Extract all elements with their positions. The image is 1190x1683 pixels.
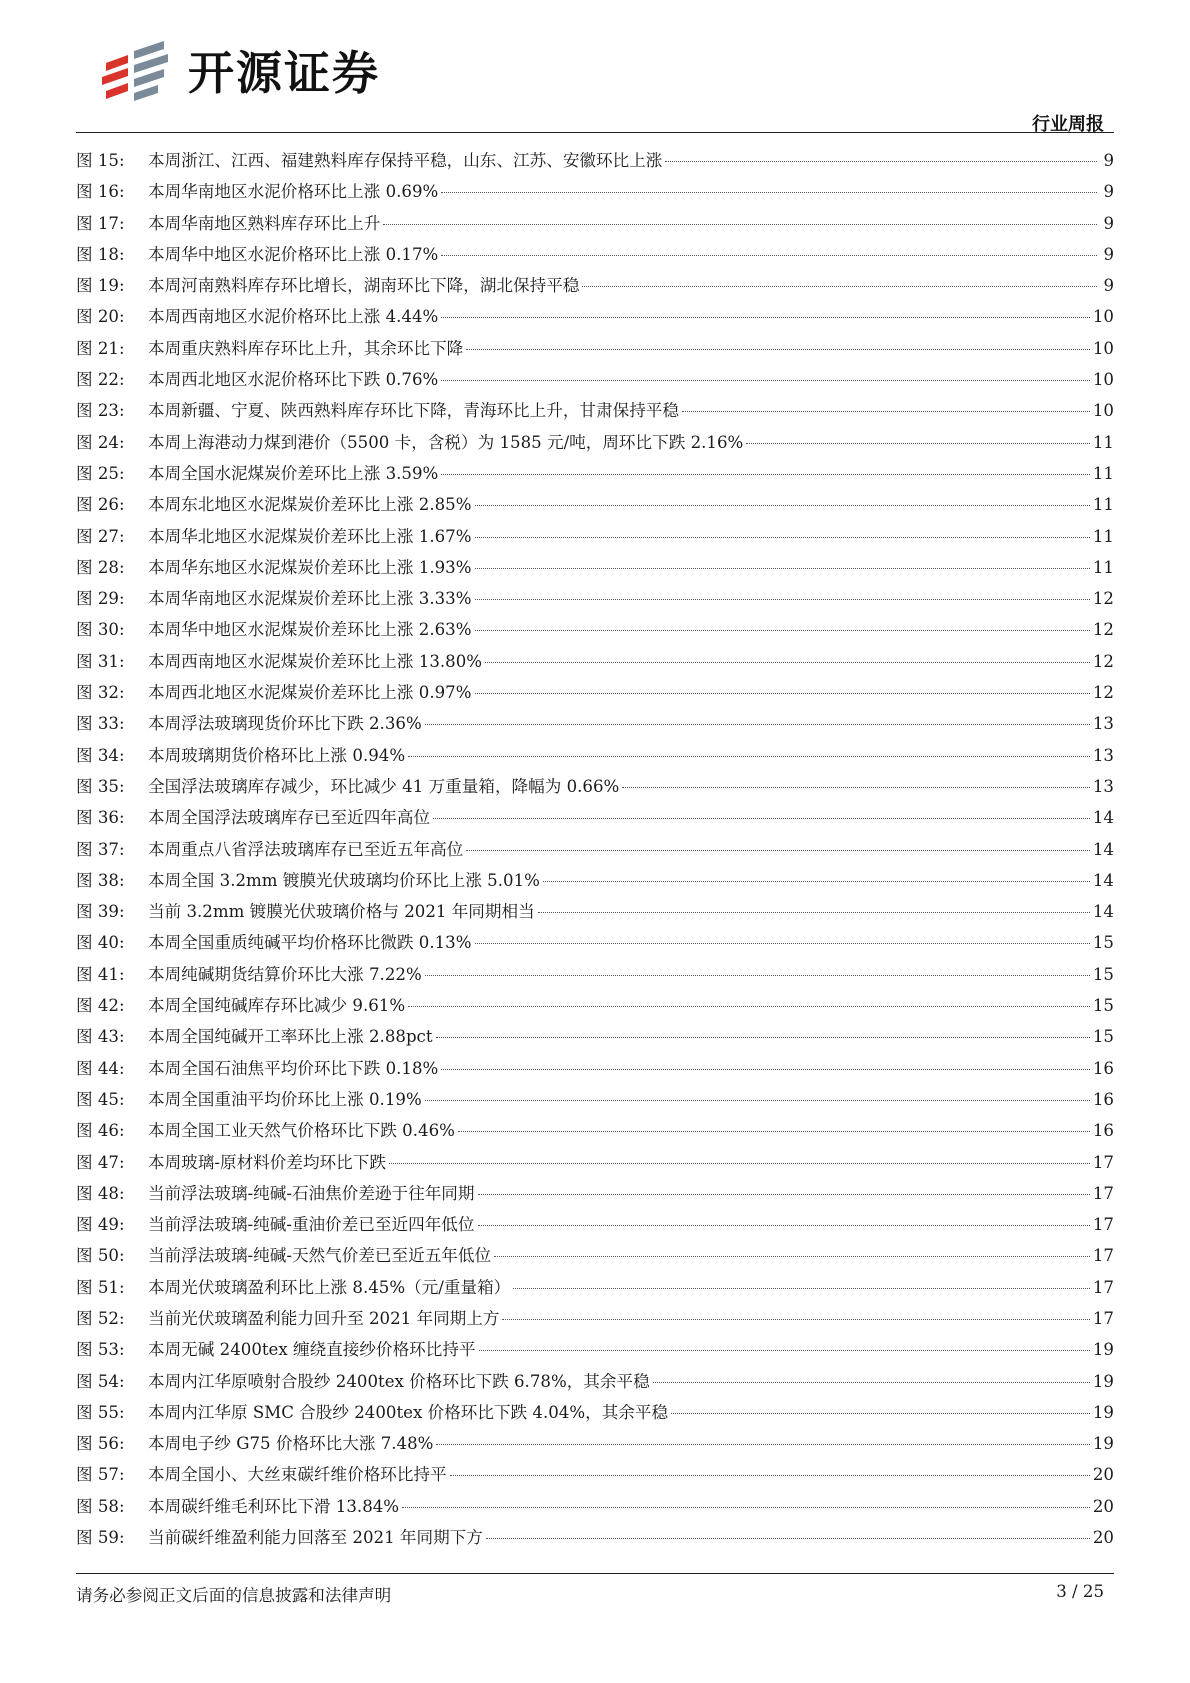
figure-number: 图 37:: [76, 839, 125, 859]
header-divider: [76, 132, 1114, 133]
figure-number: 图 16:: [76, 182, 125, 202]
figure-title: 本周华北地区水泥煤炭价差环比上涨 1.67%: [148, 526, 472, 546]
figure-number: 图 51:: [76, 1277, 125, 1297]
figure-number: 图 24:: [76, 432, 125, 452]
figure-title: 本周全国 3.2mm 镀膜光伏玻璃均价环比上涨 5.01%: [148, 870, 540, 890]
page-reference: 14: [1092, 870, 1114, 890]
figure-title: 本周全国浮法玻璃库存已至近四年高位: [148, 808, 431, 828]
dot-leader: [466, 349, 1090, 350]
figure-number: 图 18:: [76, 244, 125, 264]
page-reference: 11: [1092, 432, 1114, 452]
toc-entry[interactable]: [76, 1149, 1114, 1180]
page-reference: 12: [1092, 620, 1114, 640]
page-reference: 20: [1092, 1465, 1114, 1485]
figure-number: 图 29:: [76, 589, 125, 609]
figure-title: 本周碳纤维毛利环比下滑 13.84%: [148, 1496, 400, 1516]
toc-entry[interactable]: [76, 1461, 1114, 1492]
dot-leader: [479, 1350, 1090, 1351]
dot-leader: [383, 224, 1097, 225]
dot-leader: [538, 912, 1090, 913]
figure-title: 本周河南熟料库存环比增长，湖南环比下降，湖北保持平稳: [148, 276, 580, 296]
page-reference: 14: [1092, 902, 1114, 922]
company-logo: [100, 38, 380, 108]
toc-entry[interactable]: [76, 804, 1114, 835]
toc-entry[interactable]: [76, 1180, 1114, 1211]
dot-leader: [408, 1006, 1090, 1007]
toc-entry[interactable]: [76, 178, 1114, 209]
dot-leader: [389, 1163, 1090, 1164]
page-reference: 9: [1103, 213, 1114, 233]
toc-entry[interactable]: [76, 491, 1114, 522]
page-reference: 15: [1092, 996, 1114, 1016]
toc-entry[interactable]: [76, 210, 1114, 241]
figure-number: 图 46:: [76, 1121, 125, 1141]
toc-entry[interactable]: [76, 1117, 1114, 1148]
figure-number: 图 47:: [76, 1152, 125, 1172]
toc-entry[interactable]: [76, 1524, 1114, 1555]
figure-title: 本周无碱 2400tex 缠绕直接纱价格环比持平: [148, 1340, 476, 1360]
toc-entry[interactable]: [76, 1336, 1114, 1367]
figure-number: 图 17:: [76, 213, 125, 233]
figure-title: 当前碳纤维盈利能力回落至 2021 年同期下方: [148, 1528, 483, 1548]
toc-entry[interactable]: [76, 836, 1114, 867]
figure-title: 本周浮法玻璃现货价环比下跌 2.36%: [148, 714, 422, 734]
dot-leader: [466, 850, 1090, 851]
figure-number: 图 42:: [76, 996, 125, 1016]
toc-entry[interactable]: [76, 1493, 1114, 1524]
dot-leader: [475, 537, 1090, 538]
dot-leader: [665, 161, 1097, 162]
figure-title: 本周华南地区熟料库存环比上升: [148, 213, 381, 233]
figure-number: 图 35:: [76, 776, 125, 796]
figure-title: 本周纯碱期货结算价环比大涨 7.22%: [148, 964, 422, 984]
figure-number: 图 59:: [76, 1528, 125, 1548]
page-reference: 14: [1092, 839, 1114, 859]
figure-title: 本周浙江、江西、福建熟料库存保持平稳，山东、江苏、安徽环比上涨: [148, 151, 663, 170]
figure-title: 本周全国工业天然气价格环比下跌 0.46%: [148, 1121, 455, 1141]
figure-title: 本周全国小、大丝束碳纤维价格环比持平: [148, 1465, 447, 1485]
dot-leader: [475, 630, 1090, 631]
figure-number: 图 50:: [76, 1246, 125, 1266]
figure-title: 本周全国纯碱库存环比减少 9.61%: [148, 996, 406, 1016]
page-reference: 12: [1092, 683, 1114, 703]
figure-number: 图 57:: [76, 1465, 125, 1485]
dot-leader: [622, 787, 1090, 788]
toc-entry[interactable]: [76, 1023, 1114, 1054]
toc-entry[interactable]: [76, 1274, 1114, 1305]
figure-title: 当前 3.2mm 镀膜光伏玻璃价格与 2021 年同期相当: [148, 902, 535, 922]
page-reference: 17: [1092, 1183, 1114, 1203]
figure-number: 图 22:: [76, 370, 125, 390]
toc-entry[interactable]: [76, 1086, 1114, 1117]
document-type-label: 行业周报: [1032, 114, 1104, 135]
dot-leader: [485, 662, 1090, 663]
dot-leader: [441, 380, 1090, 381]
dot-leader: [513, 1288, 1090, 1289]
figure-number: 图 48:: [76, 1183, 125, 1203]
dot-leader: [746, 443, 1090, 444]
page-reference: 16: [1092, 1058, 1114, 1078]
page-reference: 19: [1092, 1340, 1114, 1360]
dot-leader: [653, 1382, 1090, 1383]
figure-title: 本周全国重油平均价环比上涨 0.19%: [148, 1089, 422, 1109]
figure-title: 本周内江华原喷射合股纱 2400tex 价格环比下跌 6.78%，其余平稳: [148, 1371, 650, 1391]
dot-leader: [494, 1256, 1090, 1257]
toc-entry[interactable]: [76, 241, 1114, 272]
toc-entry[interactable]: [76, 585, 1114, 616]
figure-title: 本周华南地区水泥煤炭价差环比上涨 3.33%: [148, 589, 472, 609]
dot-leader: [408, 756, 1090, 757]
figure-title: 本周西南地区水泥价格环比上涨 4.44%: [148, 307, 439, 327]
footer-divider: [76, 1573, 1114, 1574]
dot-leader: [475, 693, 1090, 694]
figure-number: 图 40:: [76, 933, 125, 953]
figure-title: 本周新疆、宁夏、陕西熟料库存环比下降，青海环比上升，甘肃保持平稳: [148, 401, 679, 421]
dot-leader: [441, 474, 1090, 475]
page-reference: 19: [1092, 1402, 1114, 1422]
dot-leader: [425, 724, 1090, 725]
dot-leader: [475, 599, 1090, 600]
page-reference: 13: [1092, 714, 1114, 734]
toc-entry[interactable]: [76, 1211, 1114, 1242]
figure-title: 本周西南地区水泥煤炭价差环比上涨 13.80%: [148, 651, 483, 671]
figure-number: 图 36:: [76, 808, 125, 828]
page-reference: 11: [1092, 526, 1114, 546]
page-number: 3 / 25: [1056, 1582, 1104, 1601]
page-reference: 13: [1092, 745, 1114, 765]
figure-number: 图 49:: [76, 1215, 125, 1235]
page-reference: 17: [1092, 1277, 1114, 1297]
brand-name: 开源证券: [188, 46, 380, 100]
toc-entry[interactable]: [76, 303, 1114, 334]
dot-leader: [582, 286, 1097, 287]
page-reference: 20: [1092, 1528, 1114, 1548]
figure-number: 图 27:: [76, 526, 125, 546]
toc-entry[interactable]: [76, 929, 1114, 960]
figure-number: 图 30:: [76, 620, 125, 640]
dot-leader: [433, 818, 1090, 819]
figure-number: 图 52:: [76, 1308, 125, 1328]
figure-title: 本周内江华原 SMC 合股纱 2400tex 价格环比下跌 4.04%，其余平稳: [148, 1402, 669, 1422]
toc-entry[interactable]: [76, 867, 1114, 898]
dot-leader: [436, 1444, 1089, 1445]
toc-entry[interactable]: [76, 710, 1114, 741]
toc-entry[interactable]: [76, 616, 1114, 647]
dot-leader: [441, 255, 1097, 256]
figure-number: 图 33:: [76, 714, 125, 734]
page-reference: 9: [1103, 244, 1114, 264]
figure-number: 图 41:: [76, 964, 125, 984]
page-reference: 20: [1092, 1496, 1114, 1516]
toc-entry[interactable]: [76, 1305, 1114, 1336]
page-reference: 17: [1092, 1215, 1114, 1235]
figure-number: 图 54:: [76, 1371, 125, 1391]
page-reference: 12: [1092, 651, 1114, 671]
figure-title: 本周重庆熟料库存环比上升，其余环比下降: [148, 338, 464, 358]
page-reference: 11: [1092, 495, 1114, 515]
figure-title: 本周全国石油焦平均价环比下跌 0.18%: [148, 1058, 439, 1078]
figure-title: 当前光伏玻璃盈利能力回升至 2021 年同期上方: [148, 1308, 500, 1328]
figure-number: 图 32:: [76, 683, 125, 703]
dot-leader: [478, 1194, 1090, 1195]
figure-number: 图 38:: [76, 870, 125, 890]
figure-title: 本周上海港动力煤到港价（5500 卡，含税）为 1585 元/吨，周环比下跌 2.16%: [148, 432, 744, 452]
dot-leader: [475, 568, 1090, 569]
toc-entry[interactable]: [76, 429, 1114, 460]
logo-mark-icon: [100, 41, 174, 105]
page-reference: 9: [1103, 182, 1114, 202]
dot-leader: [441, 1069, 1090, 1070]
figure-number: 图 20:: [76, 307, 125, 327]
toc-entry[interactable]: [76, 460, 1114, 491]
page-reference: 9: [1103, 151, 1114, 170]
toc-entry[interactable]: [76, 773, 1114, 804]
toc-entry[interactable]: [76, 147, 1114, 178]
figure-number: 图 15:: [76, 151, 125, 170]
toc-entry[interactable]: [76, 523, 1114, 554]
page-reference: 10: [1092, 307, 1114, 327]
toc-entry[interactable]: [76, 1055, 1114, 1086]
figure-title: 全国浮法玻璃库存减少，环比减少 41 万重量箱，降幅为 0.66%: [148, 776, 620, 796]
toc-entry[interactable]: [76, 992, 1114, 1023]
figure-title: 本周全国水泥煤炭价差环比上涨 3.59%: [148, 463, 439, 483]
figure-title: 本周玻璃期货价格环比上涨 0.94%: [148, 745, 406, 765]
dot-leader: [682, 411, 1090, 412]
figure-number: 图 39:: [76, 902, 125, 922]
figure-number: 图 43:: [76, 1027, 125, 1047]
page-reference: 11: [1092, 463, 1114, 483]
figure-number: 图 55:: [76, 1402, 125, 1422]
figure-title: 本周全国重质纯碱平均价格环比微跌 0.13%: [148, 933, 472, 953]
figure-number: 图 34:: [76, 745, 125, 765]
page-reference: 12: [1092, 589, 1114, 609]
toc-entry[interactable]: [76, 742, 1114, 773]
figure-title: 本周华中地区水泥煤炭价差环比上涨 2.63%: [148, 620, 472, 640]
figure-number: 图 26:: [76, 495, 125, 515]
toc-entry[interactable]: [76, 366, 1114, 397]
page-reference: 15: [1092, 964, 1114, 984]
figure-title: 本周华东地区水泥煤炭价差环比上涨 1.93%: [148, 557, 472, 577]
page-reference: 17: [1092, 1246, 1114, 1266]
figure-title: 本周华中地区水泥价格环比上涨 0.17%: [148, 244, 439, 264]
toc-entry[interactable]: [76, 397, 1114, 428]
toc-entry[interactable]: [76, 898, 1114, 929]
page-reference: 16: [1092, 1121, 1114, 1141]
figure-title: 本周玻璃-原材料价差均环比下跌: [148, 1152, 386, 1172]
figure-title: 本周重点八省浮法玻璃库存已至近五年高位: [148, 839, 464, 859]
dot-leader: [543, 881, 1090, 882]
figure-number: 图 31:: [76, 651, 125, 671]
figure-number: 图 19:: [76, 276, 125, 296]
figure-number: 图 21:: [76, 338, 125, 358]
toc-entry[interactable]: [76, 1368, 1114, 1399]
page-reference: 17: [1092, 1152, 1114, 1172]
toc-entry[interactable]: [76, 648, 1114, 679]
figure-number: 图 23:: [76, 401, 125, 421]
figure-number: 图 44:: [76, 1058, 125, 1078]
figure-title: 当前浮法玻璃-纯碱-天然气价差已至近五年低位: [148, 1246, 492, 1266]
dot-leader: [475, 505, 1090, 506]
toc-entry[interactable]: [76, 554, 1114, 585]
dot-leader: [475, 943, 1090, 944]
page-reference: 17: [1092, 1308, 1114, 1328]
toc-entry[interactable]: [76, 1430, 1114, 1461]
page-reference: 15: [1092, 933, 1114, 953]
dot-leader: [402, 1507, 1090, 1508]
page-reference: 15: [1092, 1027, 1114, 1047]
page-reference: 19: [1092, 1434, 1114, 1454]
figure-number: 图 53:: [76, 1340, 125, 1360]
page-reference: 19: [1092, 1371, 1114, 1391]
figure-title: 本周电子纱 G75 价格环比大涨 7.48%: [148, 1434, 434, 1454]
dot-leader: [425, 975, 1090, 976]
figure-table-of-contents: [76, 147, 1114, 1555]
figure-title: 本周华南地区水泥价格环比上涨 0.69%: [148, 182, 439, 202]
figure-title: 本周光伏玻璃盈利环比上涨 8.45%（元/重量箱）: [148, 1277, 511, 1297]
figure-number: 图 56:: [76, 1434, 125, 1454]
dot-leader: [441, 192, 1097, 193]
toc-entry[interactable]: [76, 961, 1114, 992]
page-reference: 9: [1103, 276, 1114, 296]
page-reference: 14: [1092, 808, 1114, 828]
dot-leader: [450, 1475, 1090, 1476]
figure-number: 图 45:: [76, 1089, 125, 1109]
toc-entry[interactable]: [76, 1242, 1114, 1273]
footer-disclaimer: 请务必参阅正文后面的信息披露和法律声明: [76, 1586, 392, 1605]
page-reference: 10: [1092, 370, 1114, 390]
figure-number: 图 58:: [76, 1496, 125, 1516]
page-reference: 10: [1092, 338, 1114, 358]
figure-number: 图 28:: [76, 557, 125, 577]
dot-leader: [436, 1037, 1090, 1038]
toc-entry[interactable]: [76, 272, 1114, 303]
dot-leader: [502, 1319, 1089, 1320]
page-reference: 11: [1092, 557, 1114, 577]
dot-leader: [458, 1131, 1090, 1132]
page-reference: 16: [1092, 1089, 1114, 1109]
dot-leader: [486, 1538, 1090, 1539]
figure-title: 本周东北地区水泥煤炭价差环比上涨 2.85%: [148, 495, 472, 515]
dot-leader: [478, 1225, 1090, 1226]
toc-entry[interactable]: [76, 679, 1114, 710]
figure-title: 本周西北地区水泥煤炭价差环比上涨 0.97%: [148, 683, 472, 703]
dot-leader: [441, 317, 1090, 318]
figure-title: 本周西北地区水泥价格环比下跌 0.76%: [148, 370, 439, 390]
figure-title: 本周全国纯碱开工率环比上涨 2.88pct: [148, 1027, 433, 1047]
toc-entry[interactable]: [76, 335, 1114, 366]
figure-title: 当前浮法玻璃-纯碱-石油焦价差逊于往年同期: [148, 1183, 475, 1203]
dot-leader: [671, 1413, 1090, 1414]
page-reference: 13: [1092, 776, 1114, 796]
figure-number: 图 25:: [76, 463, 125, 483]
dot-leader: [425, 1100, 1090, 1101]
page-reference: 10: [1092, 401, 1114, 421]
toc-entry[interactable]: [76, 1399, 1114, 1430]
figure-title: 当前浮法玻璃-纯碱-重油价差已至近四年低位: [148, 1215, 475, 1235]
